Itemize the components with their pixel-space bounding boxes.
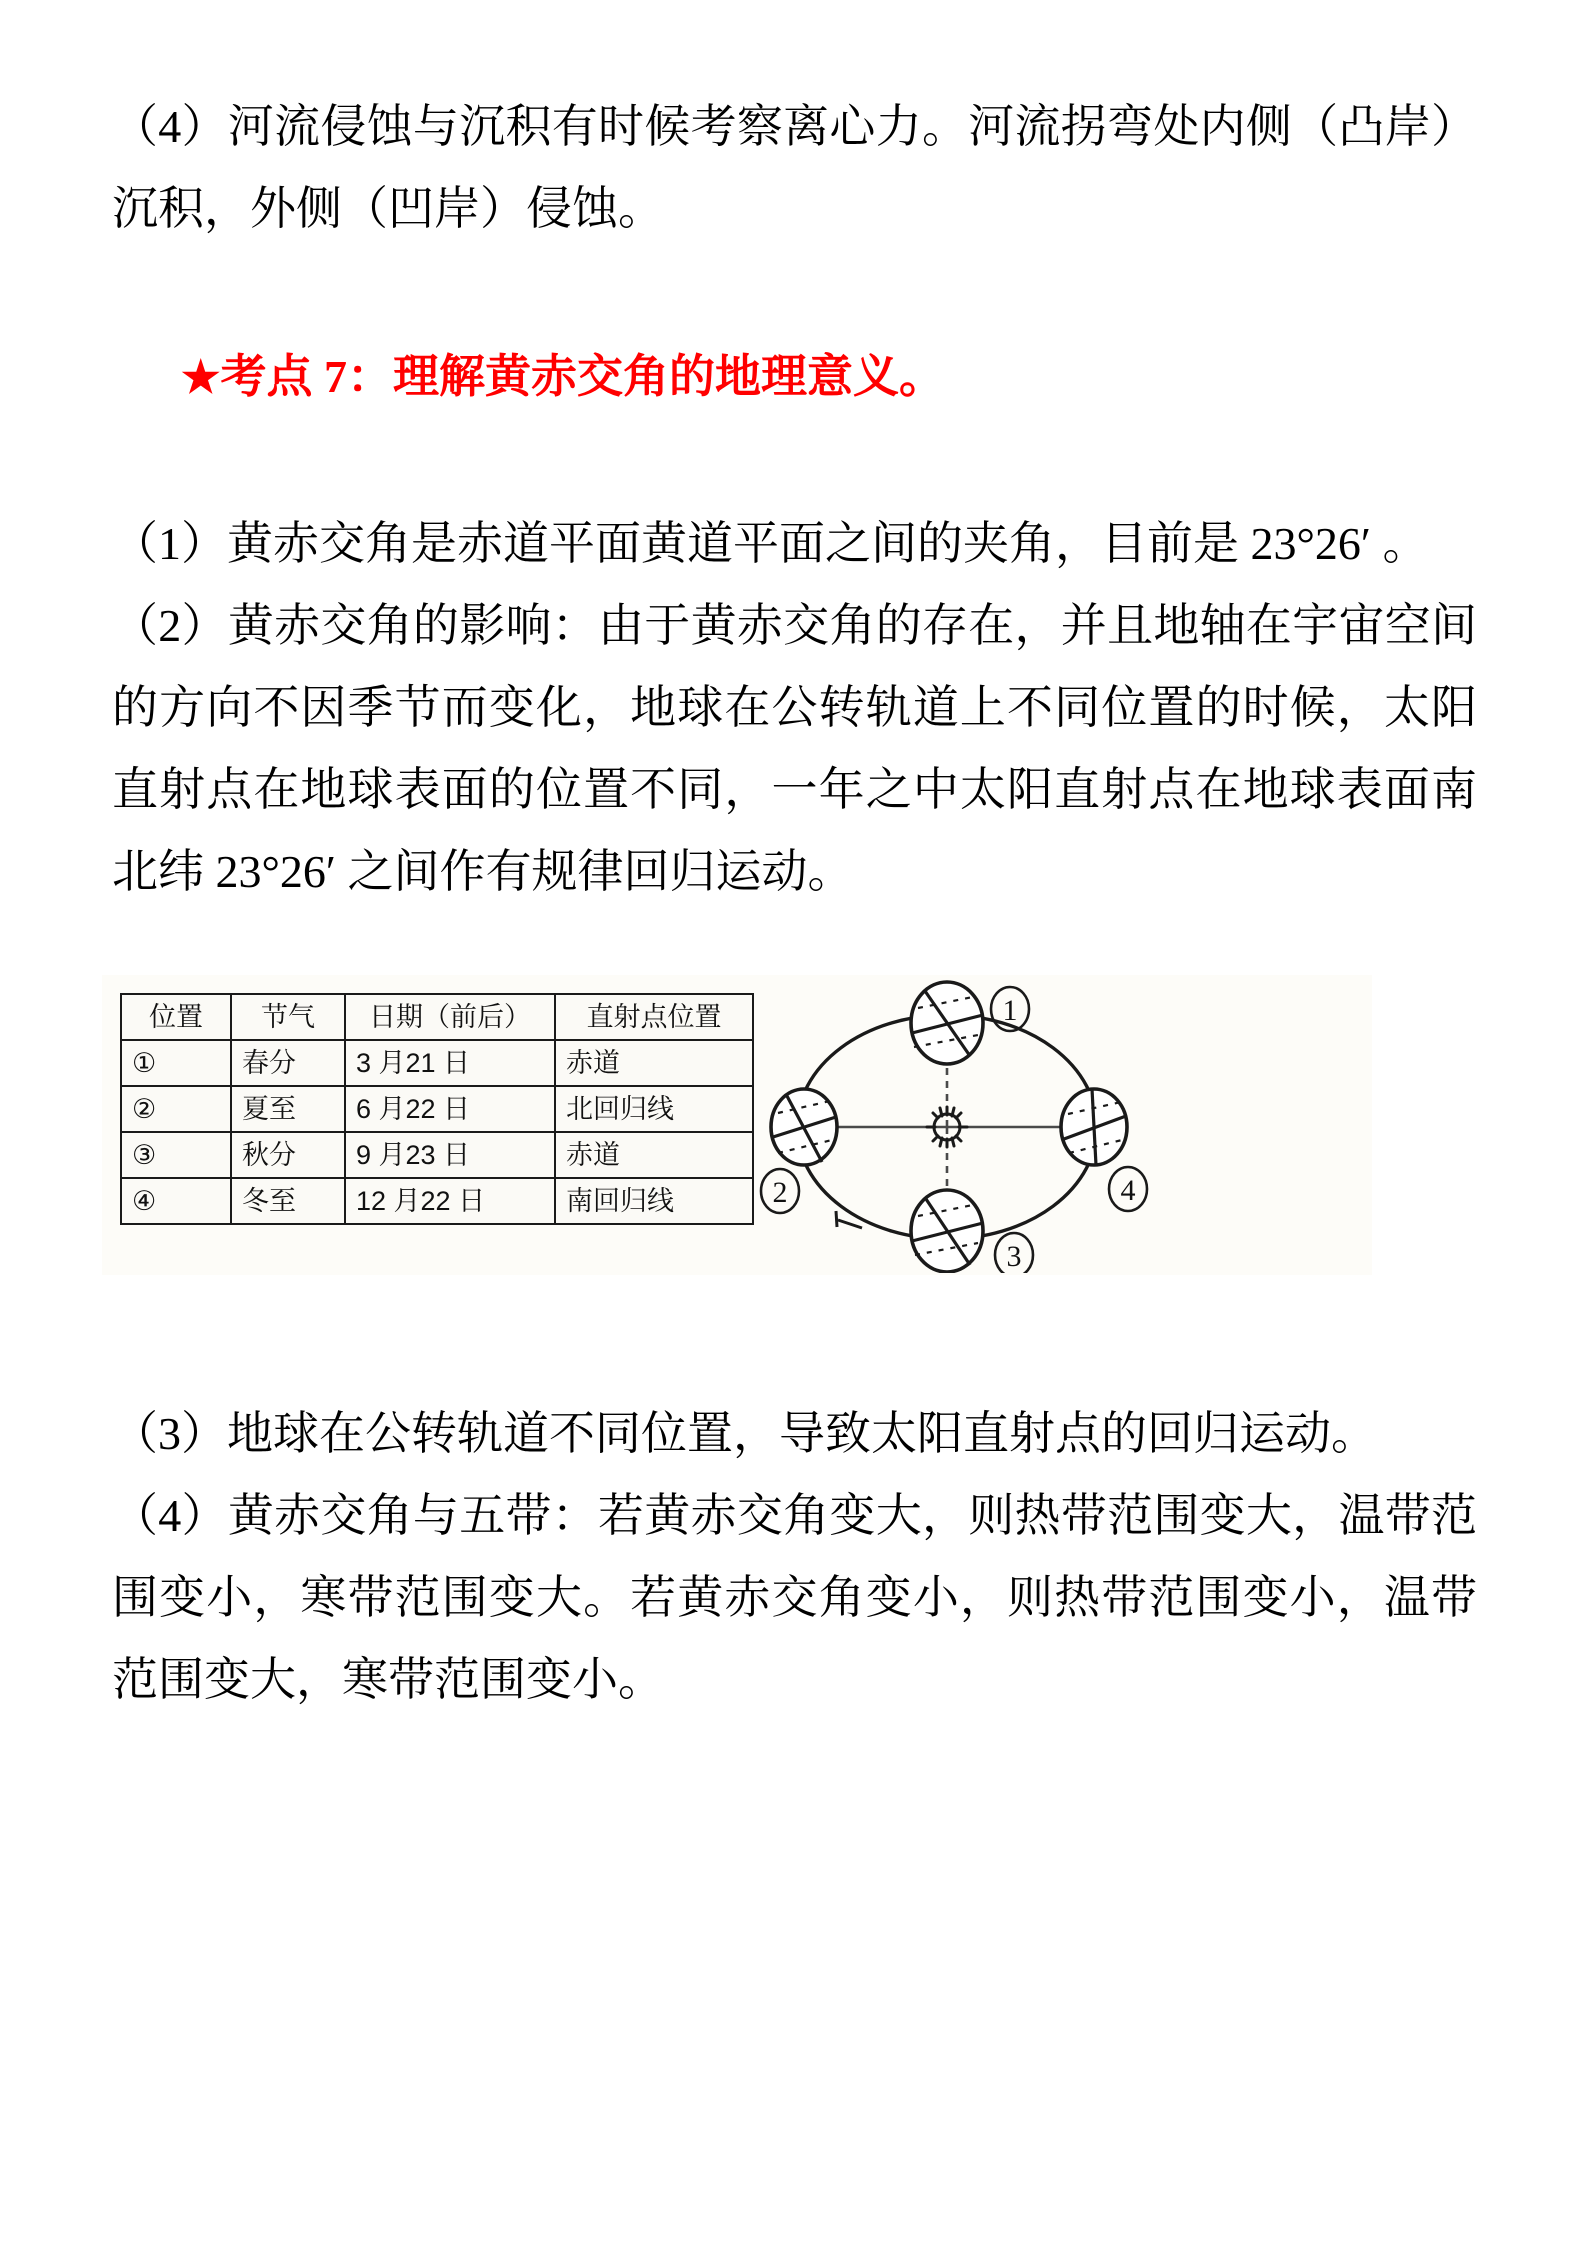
orbit-label-2 <box>761 1169 799 1213</box>
svg-text:3: 3 <box>1006 1240 1022 1273</box>
header-date: 日期（前后） <box>345 994 555 1040</box>
svg-text:2: 2 <box>772 1176 788 1209</box>
earth-position-1 <box>911 982 983 1064</box>
earth-position-4 <box>1061 1089 1127 1165</box>
document-content <box>112 86 1477 1721</box>
section-heading-label: 考点 7：理解黄赤交角的地理意义。 <box>220 351 945 402</box>
orbit-svg <box>742 977 1162 1273</box>
earth-orbit-diagram <box>742 977 1162 1273</box>
figure-top-spacer <box>112 913 1477 975</box>
cell-date: 3 月21 日 <box>345 1040 555 1086</box>
seasons-table <box>120 993 754 1225</box>
orbit-label-1 <box>991 987 1029 1031</box>
table-row <box>121 1086 753 1132</box>
table-row <box>121 1178 753 1224</box>
cell-solar-term: 夏至 <box>231 1086 345 1132</box>
cell-position: ① <box>121 1040 231 1086</box>
section-heading-kaodian-7 <box>112 254 1477 501</box>
paragraph-five-zones: （4）黄赤交角与五带：若黄赤交角变大，则热带范围变大，温带范围变小，寒带范围变大。若黄赤交角变小，则热带范围变小，温带范围变大，寒带范围变小。 <box>112 1490 1477 1705</box>
header-position: 位置 <box>121 994 231 1040</box>
cell-subsolar-point: 北回归线 <box>555 1086 753 1132</box>
cell-date: 9 月23 日 <box>345 1132 555 1178</box>
header-solar-term: 节气 <box>231 994 345 1040</box>
paragraph-river-erosion: （4）河流侵蚀与沉积有时候考察离心力。河流拐弯处内侧（凸岸）沉积，外侧（凹岸）侵蚀。 <box>112 101 1477 234</box>
earth-position-2 <box>771 1089 837 1165</box>
cell-solar-term: 秋分 <box>231 1132 345 1178</box>
cell-solar-term: 冬至 <box>231 1178 345 1224</box>
cell-subsolar-point: 南回归线 <box>555 1178 753 1224</box>
cell-subsolar-point: 赤道 <box>555 1040 753 1086</box>
figure-bottom-spacer <box>112 1275 1477 1393</box>
table-row <box>121 1040 753 1086</box>
table-row <box>121 1132 753 1178</box>
seasons-table-head <box>121 994 753 1040</box>
header-subsolar-point: 直射点位置 <box>555 994 753 1040</box>
cell-solar-term: 春分 <box>231 1040 345 1086</box>
cell-position: ② <box>121 1086 231 1132</box>
cell-date: 12 月22 日 <box>345 1178 555 1224</box>
svg-text:1: 1 <box>1002 994 1018 1027</box>
orbit-label-4 <box>1109 1167 1147 1211</box>
paragraph-angle-effect: （2）黄赤交角的影响：由于黄赤交角的存在，并且地轴在宇宙空间的方向不因季节而变化，地球在公转轨道上不同位置的时候，太阳直射点在地球表面的位置不同，一年之中太阳直射点在地球表面南北纬 23°26′ 之间作有规律回归运动。 <box>112 600 1477 897</box>
cell-date: 6 月22 日 <box>345 1086 555 1132</box>
figure-inner <box>102 975 1372 1275</box>
star-icon: ★ <box>181 353 221 402</box>
svg-text:4: 4 <box>1120 1174 1136 1207</box>
bottom-paragraph-block <box>112 1393 1477 1721</box>
cell-position: ③ <box>121 1132 231 1178</box>
orbit-label-3 <box>995 1233 1033 1273</box>
paragraph-orbit-positions: （3）地球在公转轨道不同位置，导致太阳直射点的回归运动。 <box>112 1408 1377 1459</box>
earth-position-3 <box>911 1190 983 1272</box>
cell-position: ④ <box>121 1178 231 1224</box>
cell-subsolar-point: 赤道 <box>555 1132 753 1178</box>
table-header-row <box>121 994 753 1040</box>
seasons-table-wrapper <box>120 993 754 1225</box>
seasons-table-body <box>121 1040 753 1224</box>
paragraph-angle-definition: （1）黄赤交角是赤道平面黄道平面之间的夹角，目前是 23°26′ 。 <box>112 518 1429 569</box>
figure-seasons-and-orbit <box>102 975 1372 1275</box>
